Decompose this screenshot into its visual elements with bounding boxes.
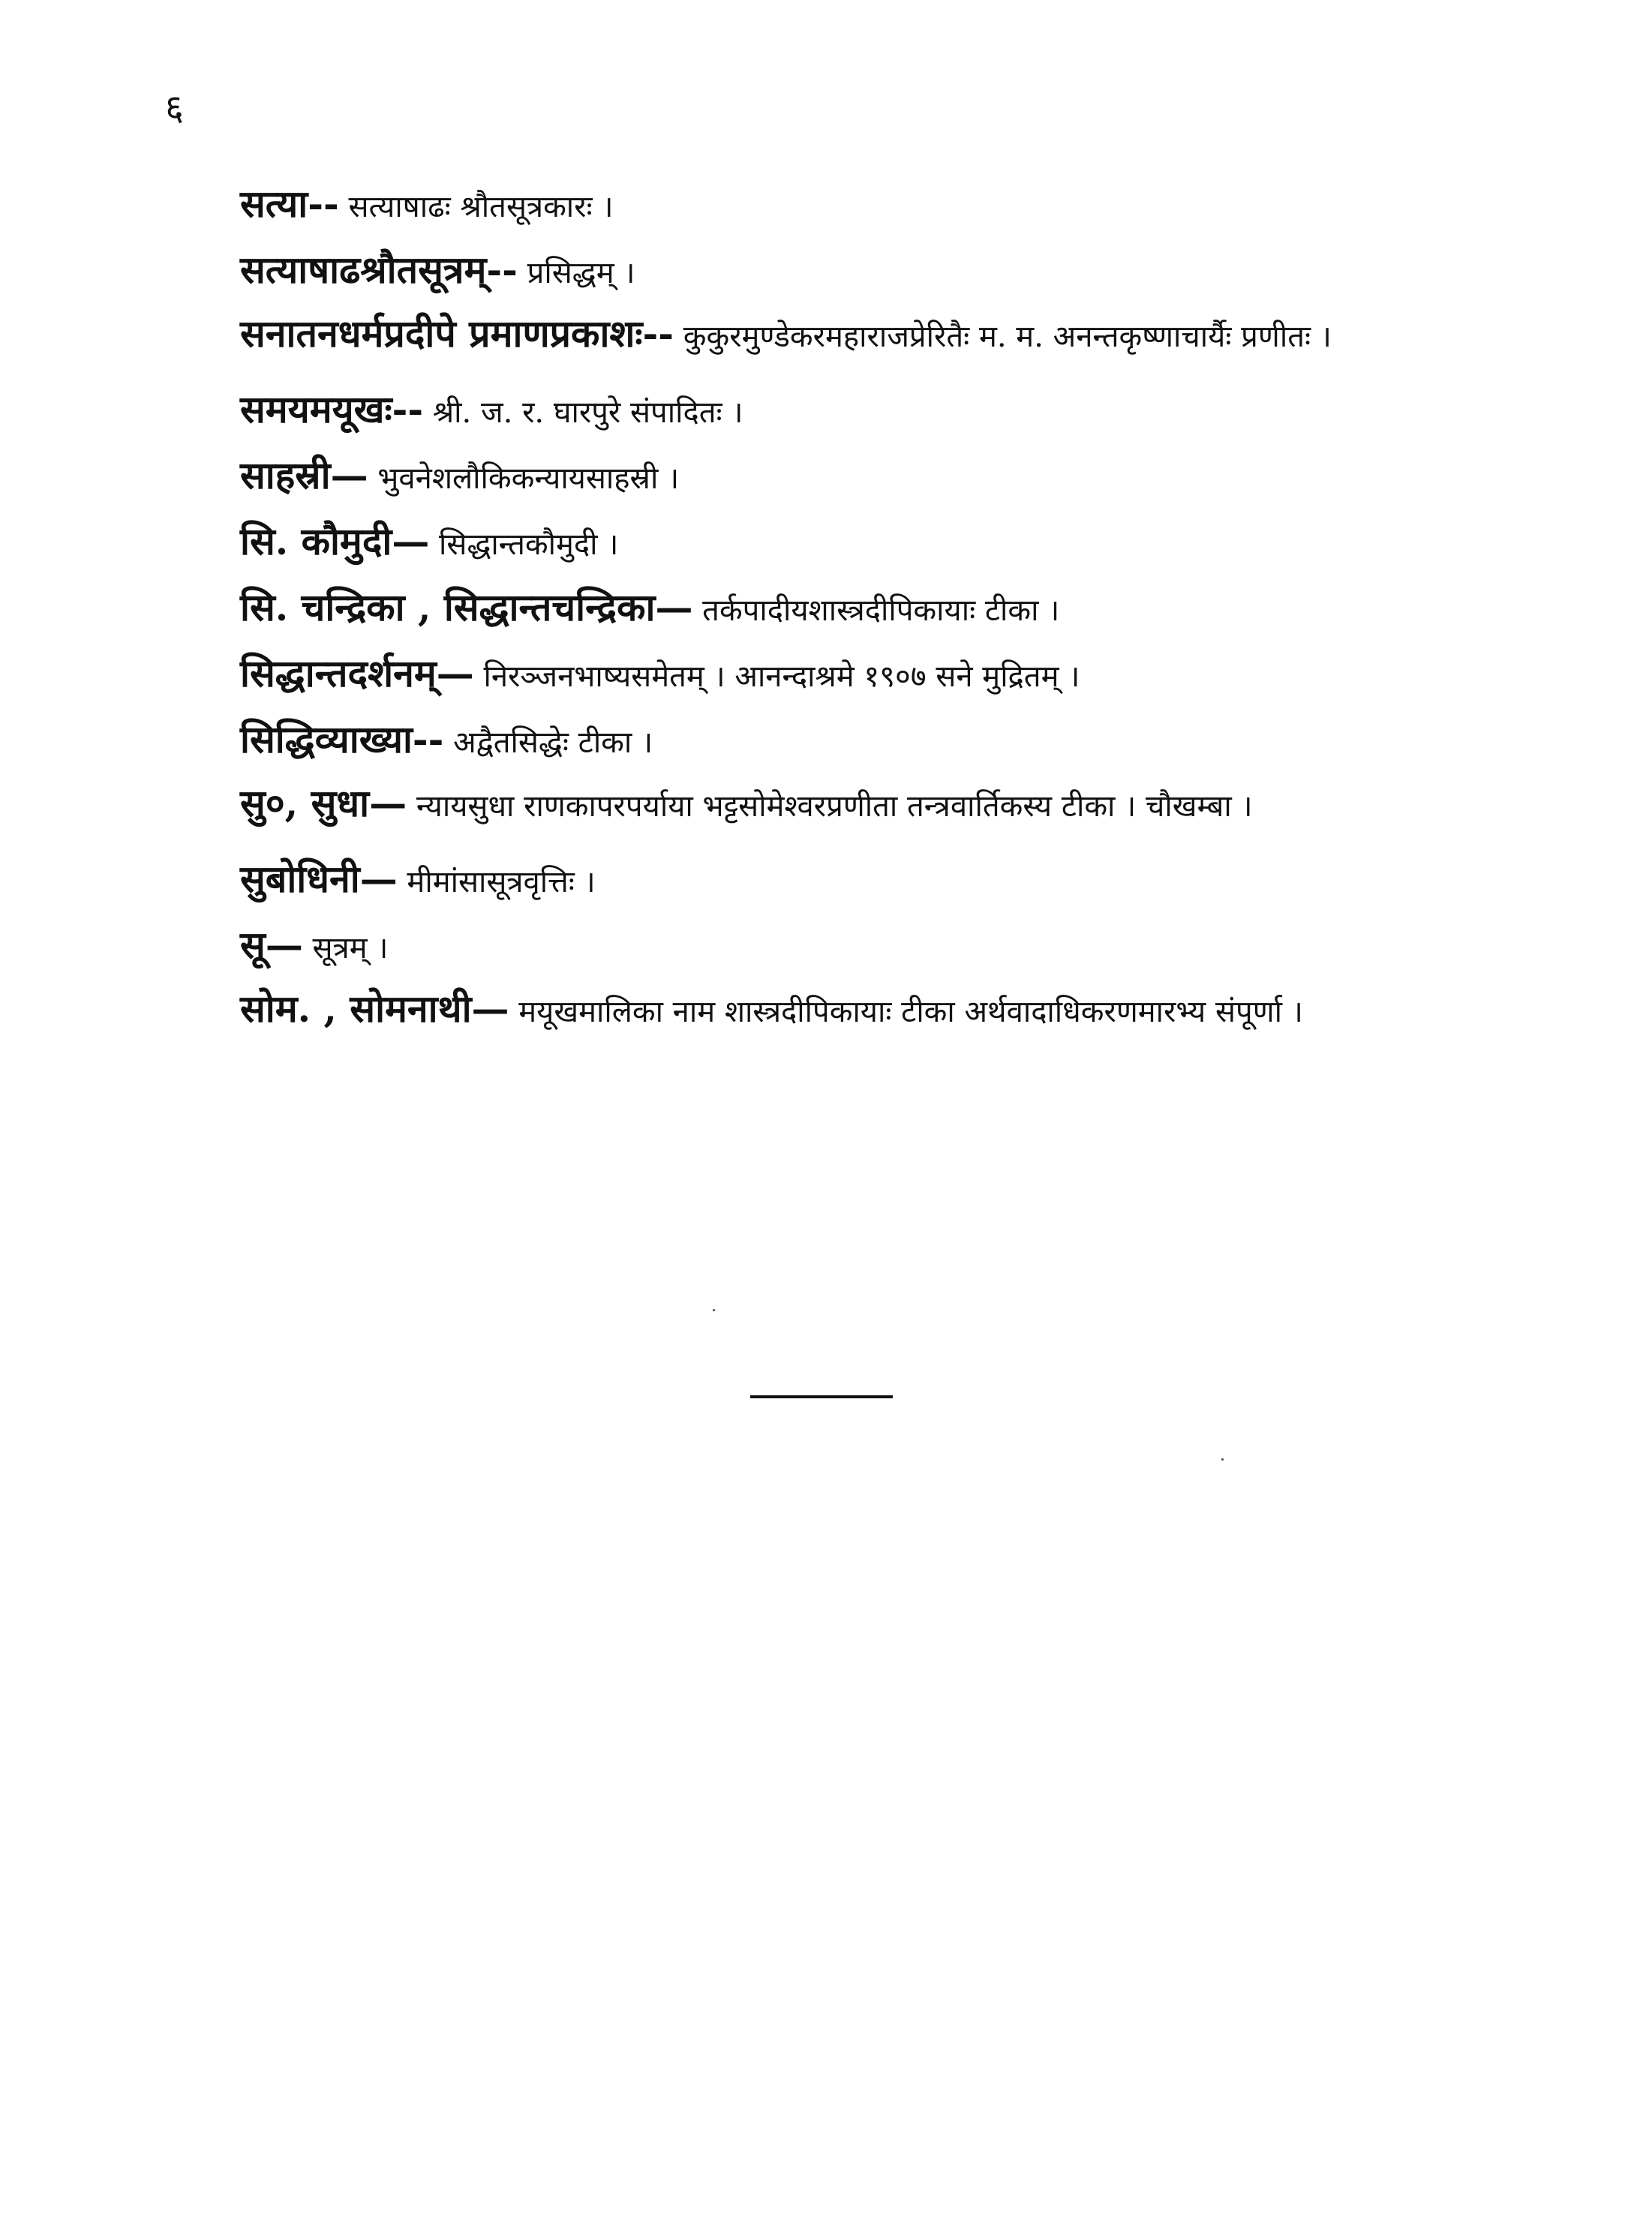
entry-somanathi xyxy=(0,980,1652,1041)
entry-description: भुवनेशलौकिकन्यायसाहस्री । xyxy=(377,461,680,496)
entry-description: मयूखमालिका नाम शास्त्रदीपिकायाः टीका अर्थवादाधिकरणमारभ्य संपूर्णा । xyxy=(518,995,1303,1029)
entry-satyashadha-shrautasutra xyxy=(0,239,1652,305)
entry-siddhi-vyakhya xyxy=(0,708,1652,774)
entry-description: न्यायसुधा राणकापरपर्याया भट्टसोमेश्वरप्रणीता तन्त्रवार्तिकस्य टीका । चौखम्बा । xyxy=(416,789,1253,824)
entry-term: सू xyxy=(240,923,266,967)
entry-dash: -- xyxy=(308,182,339,226)
entry-term: सत्याषाढश्रौतसूत्रम् xyxy=(240,248,487,292)
entry-si-kaumudi xyxy=(0,510,1652,576)
entry-dash: — xyxy=(330,453,368,497)
entry-term: साहस्री xyxy=(240,453,331,497)
entry-description: अद्वैतसिद्धेः टीका । xyxy=(453,725,653,760)
entry-dash: -- xyxy=(642,311,674,356)
entry-description: कुकुरमुण्डेकरमहाराजप्रेरितैः म. म. अनन्तकृष्णाचार्यैः प्रणीतः । xyxy=(683,320,1332,354)
entry-term: सुबोधिनी xyxy=(240,857,360,901)
entry-term: सत्या xyxy=(240,182,308,226)
entry-term: सि. चन्द्रिका , सिद्धान्तचन्द्रिका xyxy=(240,585,656,629)
entry-term: समयमयूखः xyxy=(240,387,392,431)
entry-description: सिद्धान्तकौमुदी । xyxy=(439,527,619,562)
abbreviation-list xyxy=(0,173,1652,1041)
entry-dash: — xyxy=(265,923,303,967)
entry-sanatana-dharma xyxy=(0,305,1652,366)
entry-dash: — xyxy=(369,781,407,825)
entry-description: सूत्रम् । xyxy=(312,931,389,965)
entry-dash: — xyxy=(359,857,398,901)
end-rule xyxy=(750,1395,893,1398)
entry-dash: — xyxy=(392,519,430,563)
page-number: ६ xyxy=(165,87,184,129)
entry-dash: -- xyxy=(412,717,444,761)
entry-siddhanta-darshana xyxy=(0,642,1652,708)
entry-samaya-mayukha xyxy=(0,378,1652,444)
entry-dash: -- xyxy=(392,387,424,431)
entry-description: तर्कपादीयशास्त्रदीपिकायाः टीका । xyxy=(702,593,1060,628)
entry-sahasri xyxy=(0,444,1652,510)
entry-dash: — xyxy=(655,585,693,629)
entry-sudha xyxy=(0,774,1652,836)
entry-satya xyxy=(0,173,1652,239)
entry-term: सि. कौमुदी xyxy=(240,519,392,563)
entry-term: सिद्धिव्याख्या xyxy=(240,717,413,761)
entry-dash: — xyxy=(471,986,509,1031)
scan-speck xyxy=(713,1309,715,1311)
entry-dash: — xyxy=(436,651,474,695)
entry-description: मीमांसासूत्रवृत्तिः । xyxy=(407,865,596,899)
entry-term: सोम. , सोमनाथी xyxy=(240,986,472,1031)
entry-term: सनातनधर्मप्रदीपे प्रमाणप्रकाशः xyxy=(240,311,643,356)
entry-si-chandrika xyxy=(0,576,1652,642)
entry-term: सु०, सुधा xyxy=(240,781,370,825)
scan-speck xyxy=(1221,1458,1224,1461)
entry-description: सत्याषाढः श्रौतसूत्रकारः । xyxy=(348,190,614,224)
entry-subodhini xyxy=(0,848,1652,914)
entry-description: प्रसिद्धम् । xyxy=(527,256,635,290)
entry-description: श्री. ज. र. घारपुरे संपादितः । xyxy=(432,395,743,430)
entry-term: सिद्धान्तदर्शनम् xyxy=(240,651,437,695)
entry-dash: -- xyxy=(486,248,518,292)
entry-description: निरञ्जनभाष्यसमेतम् । आनन्दाश्रमे १९०७ सने मुद्रितम् । xyxy=(483,659,1080,694)
entry-sutra xyxy=(0,914,1652,980)
